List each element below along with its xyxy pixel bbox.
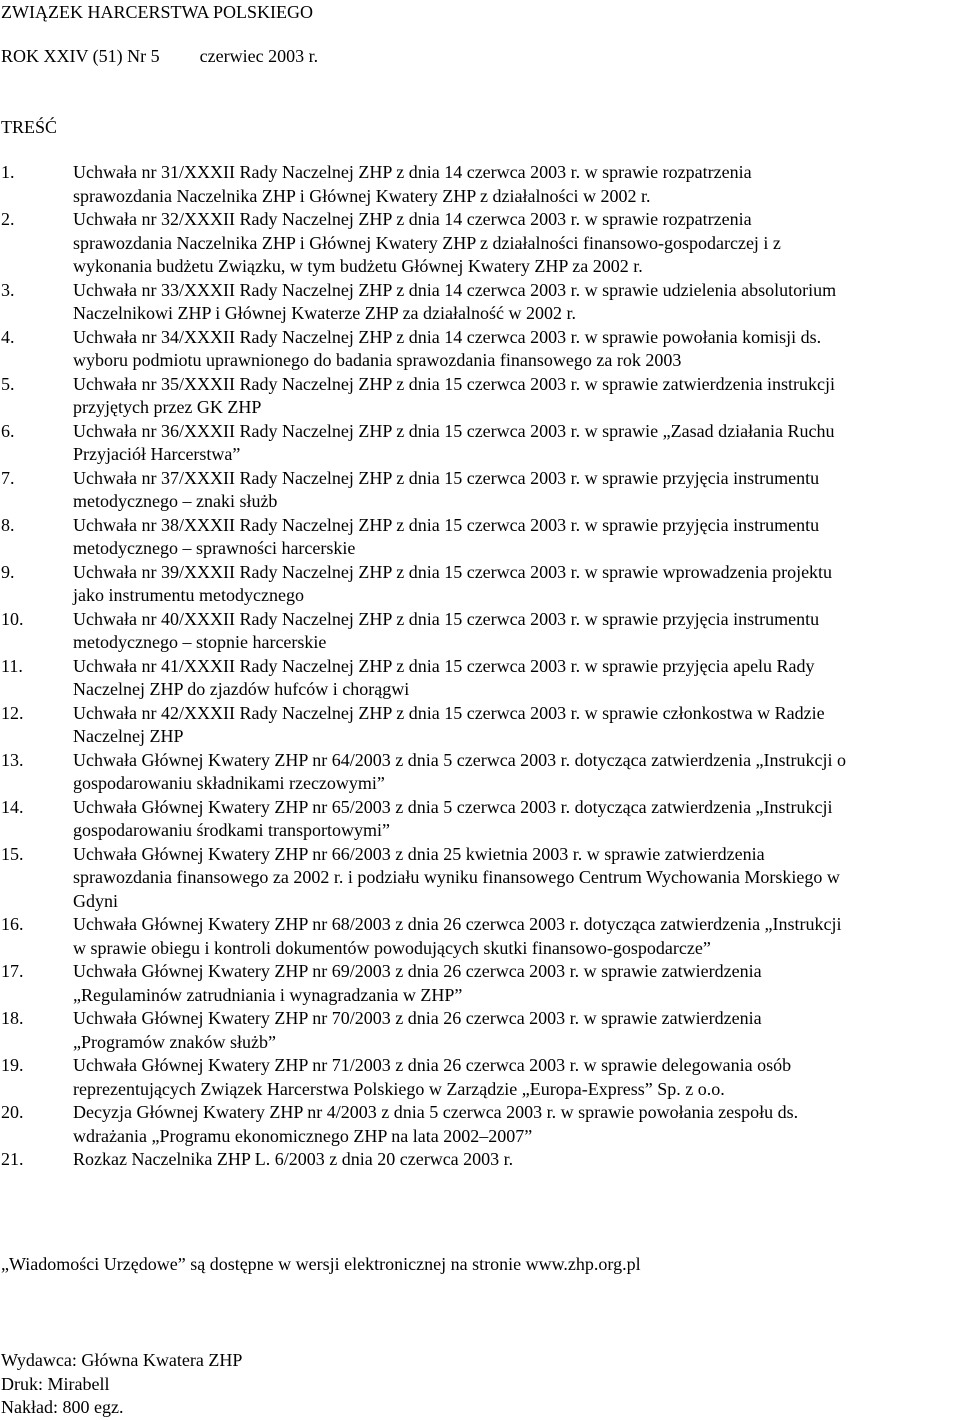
toc-item-line: w sprawie obiegu i kontroli dokumentów powodujących skutki finansowo-gospodarcze”: [73, 937, 711, 958]
toc-item: [0, 749, 960, 796]
toc-item-line: wykonania budżetu Związku, w tym budżetu Głównej Kwatery ZHP za 2002 r.: [73, 256, 643, 276]
toc-item-text: [73, 561, 960, 608]
circulation: Nakład: 800 egz.: [1, 1397, 124, 1417]
issue-number: ROK XXIV (51) Nr 5: [1, 46, 160, 66]
toc-item: [0, 913, 960, 960]
toc-item: [0, 960, 960, 1007]
toc-item-line: Uchwała nr 39/XXXII Rady Naczelnej ZHP z dnia 15 czerwca 2003 r. w sprawie wprowadzenia projektu: [73, 561, 833, 582]
toc-item-number: 17.: [1, 961, 24, 981]
toc-item-line: Uchwała nr 36/XXXII Rady Naczelnej ZHP z dnia 15 czerwca 2003 r. w sprawie „Zasad działania Ruchu: [73, 420, 835, 441]
toc-item-line: Uchwała nr 42/XXXII Rady Naczelnej ZHP z dnia 15 czerwca 2003 r. w sprawie członkostwa w Radzie: [73, 702, 825, 723]
toc-item-line: wyboru podmiotu uprawnionego do badania sprawozdania finansowego za rok 2003: [73, 350, 682, 370]
toc-item-text: [73, 608, 960, 655]
toc-item-line: gospodarowaniu składnikami rzeczowymi”: [73, 773, 385, 793]
toc-item-line: metodycznego – stopnie harcerskie: [73, 632, 327, 652]
toc-title: TREŚĆ: [1, 117, 58, 137]
toc-item-line: sprawozdania Naczelnika ZHP i Głównej Kwatery ZHP z działalności w 2002 r.: [73, 185, 651, 206]
toc-item-text: [73, 960, 960, 1007]
toc-item-text: [73, 161, 960, 208]
toc-item-text: [73, 1101, 960, 1148]
toc-item: [0, 1007, 960, 1054]
toc-item: [0, 467, 960, 514]
toc-item-line: Uchwała Głównej Kwatery ZHP nr 68/2003 z dnia 26 czerwca 2003 r. dotycząca zatwierdzenia „Instrukcji: [73, 914, 842, 934]
colophon: [1, 1349, 242, 1420]
toc-item-number: 8.: [1, 514, 15, 535]
toc-item-number: 7.: [1, 467, 15, 488]
toc-item-line: Naczelnikowi ZHP i Głównej Kwaterze ZHP za działalność w 2002 r.: [73, 303, 577, 323]
toc-item-line: sprawozdania Naczelnika ZHP i Głównej Kwatery ZHP z działalności finansowo-gospodarczej i z: [73, 232, 781, 253]
toc-item-line: Uchwała nr 32/XXXII Rady Naczelnej ZHP z dnia 14 czerwca 2003 r. w sprawie rozpatrzenia: [73, 209, 752, 229]
toc-item-line: reprezentujących Związek Harcerstwa Polskiego w Zarządzie „Europa-Express” Sp. z o.o.: [73, 1078, 725, 1099]
toc-item-line: wdrażania „Programu ekonomicznego ZHP na lata 2002–2007”: [73, 1125, 533, 1146]
toc-item: [0, 1101, 960, 1148]
toc-item-text: [73, 796, 960, 843]
toc-item-text: [73, 514, 960, 561]
toc-item-text: [73, 420, 960, 467]
toc-item-number: 14.: [1, 796, 24, 817]
toc-item-line: Naczelnej ZHP do zjazdów hufców i chorągwi: [73, 679, 410, 699]
toc-item-line: Uchwała nr 38/XXXII Rady Naczelnej ZHP z dnia 15 czerwca 2003 r. w sprawie przyjęcia instrumentu: [73, 514, 820, 535]
toc-item-number: 1.: [1, 162, 15, 182]
issue-date: czerwiec 2003 r.: [199, 46, 319, 66]
toc-item-line: Uchwała nr 41/XXXII Rady Naczelnej ZHP z dnia 15 czerwca 2003 r. w sprawie przyjęcia apelu Rady: [73, 655, 815, 676]
toc-item-line: jako instrumentu metodycznego: [73, 585, 304, 605]
toc-item-line: Uchwała nr 31/XXXII Rady Naczelnej ZHP z dnia 14 czerwca 2003 r. w sprawie rozpatrzenia: [73, 162, 752, 182]
toc-item-text: [73, 749, 960, 796]
toc-item-number: 16.: [1, 914, 24, 934]
toc-item-number: 11.: [1, 655, 23, 676]
toc-item-number: 19.: [1, 1055, 24, 1075]
toc-item-text: [73, 326, 960, 373]
toc-item: [0, 608, 960, 655]
toc-item-line: gospodarowaniu środkami transportowymi”: [73, 820, 390, 840]
toc-item-number: 9.: [1, 561, 15, 582]
toc-item-line: Uchwała nr 33/XXXII Rady Naczelnej ZHP z dnia 14 czerwca 2003 r. w sprawie udzielenia absolutorium: [73, 279, 837, 300]
toc-item: [0, 655, 960, 702]
toc-item-text: [73, 655, 960, 702]
toc-item-line: metodycznego – znaki służb: [73, 491, 278, 511]
toc-item-number: 6.: [1, 420, 15, 441]
toc-item: [0, 514, 960, 561]
toc-item: [0, 702, 960, 749]
publisher: Wydawca: Główna Kwatera ZHP: [1, 1350, 243, 1370]
toc-item-line: Przyjaciół Harcerstwa”: [73, 444, 241, 464]
toc-item-line: Uchwała Głównej Kwatery ZHP nr 65/2003 z dnia 5 czerwca 2003 r. dotycząca zatwierdzenia „Instrukcji: [73, 796, 833, 817]
toc-item: [0, 1054, 960, 1101]
toc-item-text: [73, 1007, 960, 1054]
toc-item-line: Uchwała Głównej Kwatery ZHP nr 70/2003 z dnia 26 czerwca 2003 r. w sprawie zatwierdzenia: [73, 1008, 762, 1028]
toc-item-text: [73, 1054, 960, 1101]
printer: Druk: Mirabell: [1, 1373, 110, 1394]
toc-item-number: 21.: [1, 1149, 24, 1169]
toc-item-line: przyjętych przez GK ZHP: [73, 397, 262, 417]
toc-item-number: 13.: [1, 749, 24, 770]
toc-item-number: 15.: [1, 843, 24, 864]
toc-item: [0, 373, 960, 420]
toc-item-line: metodycznego – sprawności harcerskie: [73, 538, 356, 558]
toc-item: [0, 279, 960, 326]
toc-item-line: Uchwała nr 34/XXXII Rady Naczelnej ZHP z dnia 14 czerwca 2003 r. w sprawie powołania komisji ds.: [73, 326, 822, 347]
toc-item: [0, 420, 960, 467]
toc-item-text: [73, 208, 960, 279]
issue-line: [1, 45, 318, 67]
toc-item-number: 10.: [1, 608, 24, 629]
toc-item: [0, 208, 960, 279]
toc-item-number: 18.: [1, 1008, 24, 1028]
toc-item: [0, 326, 960, 373]
toc-item-line: Decyzja Głównej Kwatery ZHP nr 4/2003 z dnia 5 czerwca 2003 r. w sprawie powołania zespołu ds.: [73, 1102, 799, 1122]
toc-item-text: [73, 467, 960, 514]
toc-item-line: Uchwała nr 37/XXXII Rady Naczelnej ZHP z dnia 15 czerwca 2003 r. w sprawie przyjęcia instrumentu: [73, 467, 820, 488]
toc-item-number: 20.: [1, 1102, 24, 1122]
toc-item-number: 12.: [1, 702, 24, 723]
electronic-version-note: „Wiadomości Urzędowe” są dostępne w wersji elektronicznej na stronie www.zhp.org.pl: [1, 1254, 641, 1274]
toc-item-line: „Regulaminów zatrudniania i wynagradzania w ZHP”: [73, 984, 463, 1005]
table-of-contents: [0, 161, 960, 1172]
toc-item-text: [73, 373, 960, 420]
toc-item-text: [73, 913, 960, 960]
toc-item-text: [73, 843, 960, 914]
toc-item: [0, 843, 960, 914]
toc-item-line: Uchwała Głównej Kwatery ZHP nr 66/2003 z dnia 25 kwietnia 2003 r. w sprawie zatwierdzenia: [73, 843, 765, 864]
toc-item-line: Uchwała nr 35/XXXII Rady Naczelnej ZHP z dnia 15 czerwca 2003 r. w sprawie zatwierdzenia instrukcji: [73, 373, 836, 394]
toc-item-line: Rozkaz Naczelnika ZHP L. 6/2003 z dnia 20 czerwca 2003 r.: [73, 1149, 514, 1169]
toc-item-line: Gdyni: [73, 890, 118, 911]
toc-item-number: 4.: [1, 326, 15, 347]
toc-item: [0, 796, 960, 843]
toc-item-text: [73, 1148, 960, 1172]
toc-item-line: „Programów znaków służb”: [73, 1031, 276, 1052]
toc-item-number: 3.: [1, 279, 15, 300]
toc-item: [0, 161, 960, 208]
toc-item: [0, 561, 960, 608]
toc-item-line: Uchwała Głównej Kwatery ZHP nr 69/2003 z dnia 26 czerwca 2003 r. w sprawie zatwierdzenia: [73, 961, 762, 981]
toc-item: [0, 1148, 960, 1172]
toc-item-text: [73, 702, 960, 749]
toc-item-line: Uchwała nr 40/XXXII Rady Naczelnej ZHP z dnia 15 czerwca 2003 r. w sprawie przyjęcia instrumentu: [73, 608, 820, 629]
toc-item-line: Uchwała Głównej Kwatery ZHP nr 71/2003 z dnia 26 czerwca 2003 r. w sprawie delegowania osób: [73, 1055, 792, 1075]
toc-item-line: Uchwała Głównej Kwatery ZHP nr 64/2003 z dnia 5 czerwca 2003 r. dotycząca zatwierdzenia „Instrukcji o: [73, 749, 847, 770]
toc-item-line: sprawozdania finansowego za 2002 r. i podziału wyniku finansowego Centrum Wychowania Morskiego w: [73, 867, 840, 887]
toc-item-line: Naczelnej ZHP: [73, 726, 184, 746]
organization-name: ZWIĄZEK HARCERSTWA POLSKIEGO: [1, 2, 313, 22]
toc-item-number: 2.: [1, 209, 15, 229]
toc-item-number: 5.: [1, 373, 15, 394]
toc-item-text: [73, 279, 960, 326]
